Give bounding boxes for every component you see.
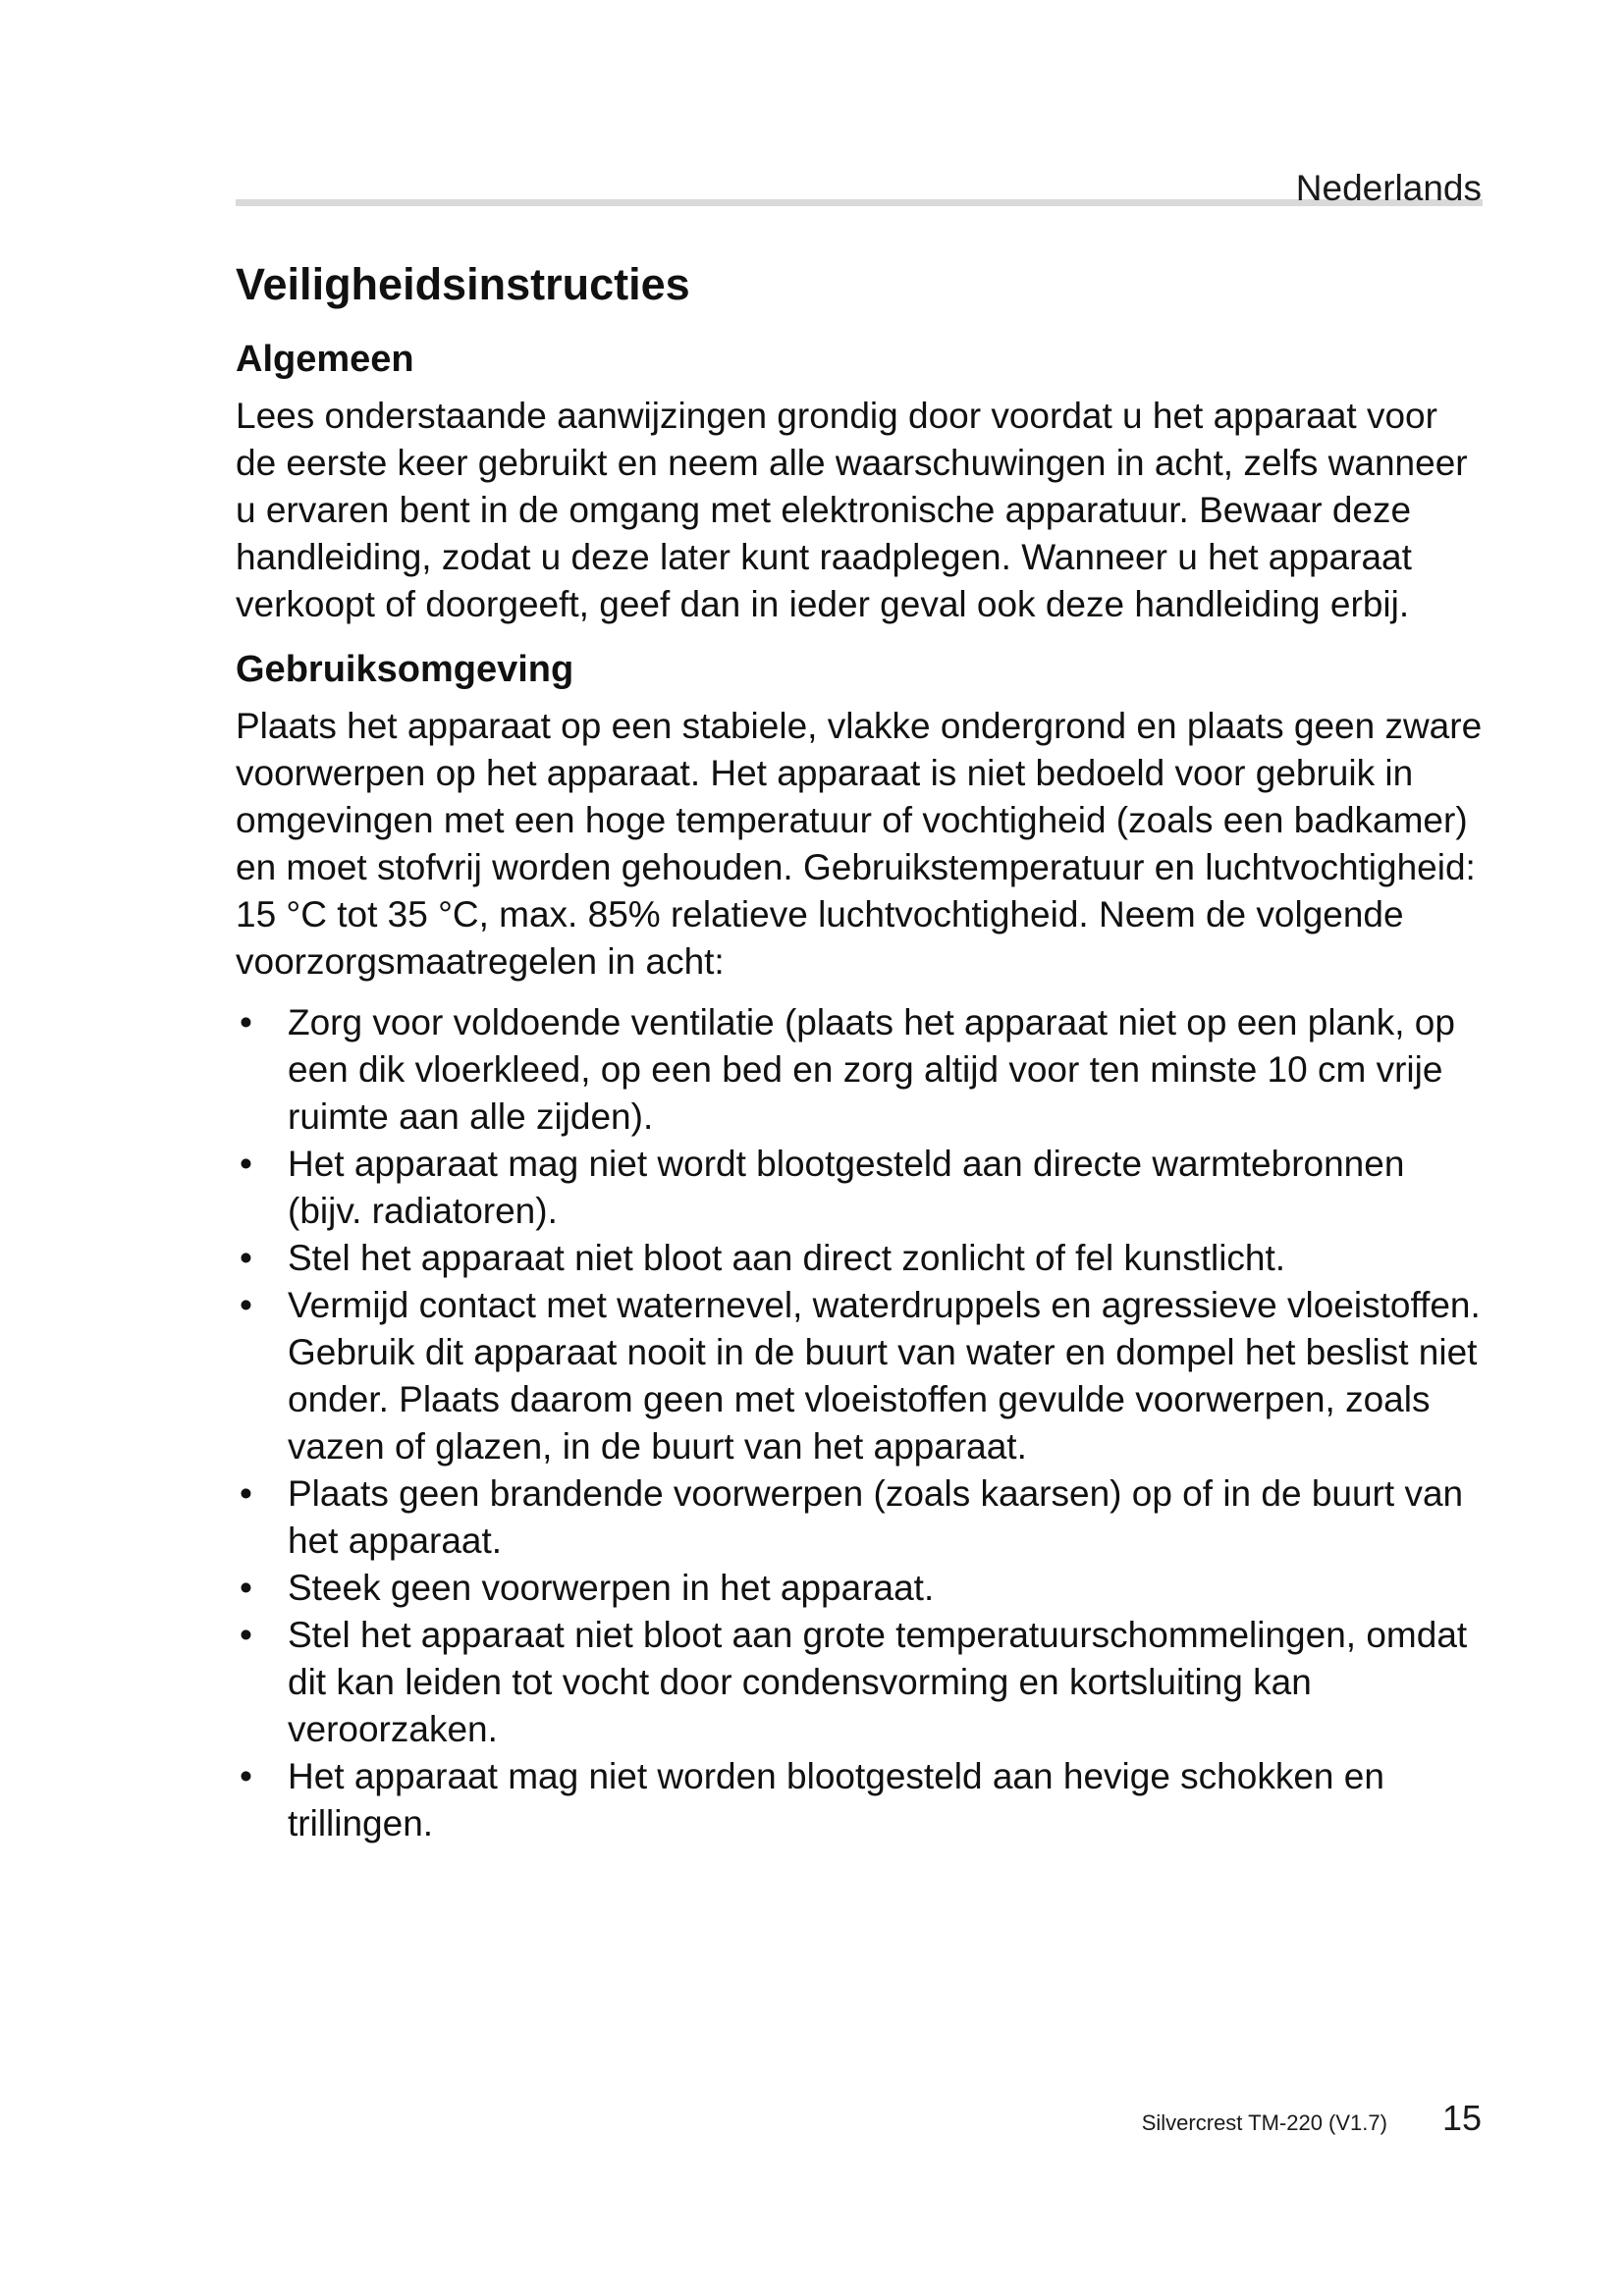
list-item — [236, 1753, 1488, 1847]
page-footer — [1141, 2098, 1482, 2141]
section-heading-algemeen: Algemeen — [236, 339, 414, 380]
section-heading-gebruiksomgeving: Gebruiksomgeving — [236, 649, 574, 690]
list-item — [236, 1612, 1488, 1753]
footer-product-label: Silvercrest TM-220 (V1.7) — [1141, 2110, 1387, 2135]
list-item — [236, 1282, 1488, 1470]
list-item — [236, 1235, 1488, 1282]
bullet-icon: • — [240, 1144, 252, 1184]
list-item-text: Het apparaat mag niet worden blootgesteld aan hevige schokken en trillingen. — [288, 1756, 1384, 1843]
bullet-icon: • — [240, 1002, 252, 1042]
list-item-text: Vermijd contact met waternevel, waterdruppels en agressieve vloeistoffen. Gebruik dit apparaat nooit in de buurt van water en dompel het beslist niet onder. Plaats daarom geen met vloeistoffen gevulde voorwerpen, zoals vazen of glazen, in de buurt van het apparaat. — [288, 1285, 1481, 1467]
list-item-text: Stel het apparaat niet bloot aan direct zonlicht of fel kunstlicht. — [288, 1238, 1286, 1278]
list-item-text: Stel het apparaat niet bloot aan grote temperatuurschommelingen, omdat dit kan leiden tot vocht door condensvorming en kortsluiting kan veroorzaken. — [288, 1615, 1468, 1749]
list-item-text: Zorg voor voldoende ventilatie (plaats het apparaat niet op een plank, op een dik vloerkleed, op een bed en zorg altijd voor ten minste 10 cm vrije ruimte aan alle zijden). — [288, 1002, 1455, 1137]
bullet-icon: • — [240, 1568, 252, 1608]
list-item-text: Steek geen voorwerpen in het apparaat. — [288, 1568, 935, 1608]
page-content — [236, 253, 1488, 1847]
list-item — [236, 1565, 1488, 1612]
list-item-text: Het apparaat mag niet wordt blootgesteld aan directe warmtebronnen (bijv. radiatoren). — [288, 1144, 1405, 1231]
bullet-icon: • — [240, 1615, 252, 1655]
section-paragraph-algemeen: Lees onderstaande aanwijzingen grondig door voordat u het apparaat voor de eerste keer gebruikt en neem alle waarschuwingen in acht, zelfs wanneer u ervaren bent in de omgang met elektronische apparatuur. Bewaar deze handleiding, zodat u deze later kunt raadplegen. Wanneer u het apparaat verkoopt of doorgeeft, geef dan in ieder geval ook deze handleiding erbij. — [236, 396, 1468, 624]
page-title: Veiligheidsinstructies — [236, 259, 690, 309]
list-item — [236, 1141, 1488, 1235]
bullet-icon: • — [240, 1238, 252, 1278]
bullet-icon: • — [240, 1756, 252, 1796]
bullet-icon: • — [240, 1473, 252, 1514]
precautions-list — [236, 999, 1488, 1847]
list-item — [236, 999, 1488, 1141]
page-number: 15 — [1441, 2098, 1482, 2138]
list-item-text: Plaats geen brandende voorwerpen (zoals kaarsen) op of in de buurt van het apparaat. — [288, 1473, 1464, 1561]
section-paragraph-gebruiksomgeving: Plaats het apparaat op een stabiele, vlakke ondergrond en plaats geen zware voorwerpen op het apparaat. Het apparaat is niet bedoeld voor gebruik in omgevingen met een hoge temperatuur of vochtigheid (zoals een badkamer) en moet stofvrij worden gehouden. Gebruikstemperatuur en luchtvochtigheid: 15 °C tot 35 °C, max. 85% relatieve luchtvochtigheid. Neem de volgende voorzorgsmaatregelen in acht: — [236, 706, 1483, 982]
bullet-icon: • — [240, 1285, 252, 1325]
header-language: Nederlands — [1295, 168, 1482, 208]
list-item — [236, 1470, 1488, 1565]
